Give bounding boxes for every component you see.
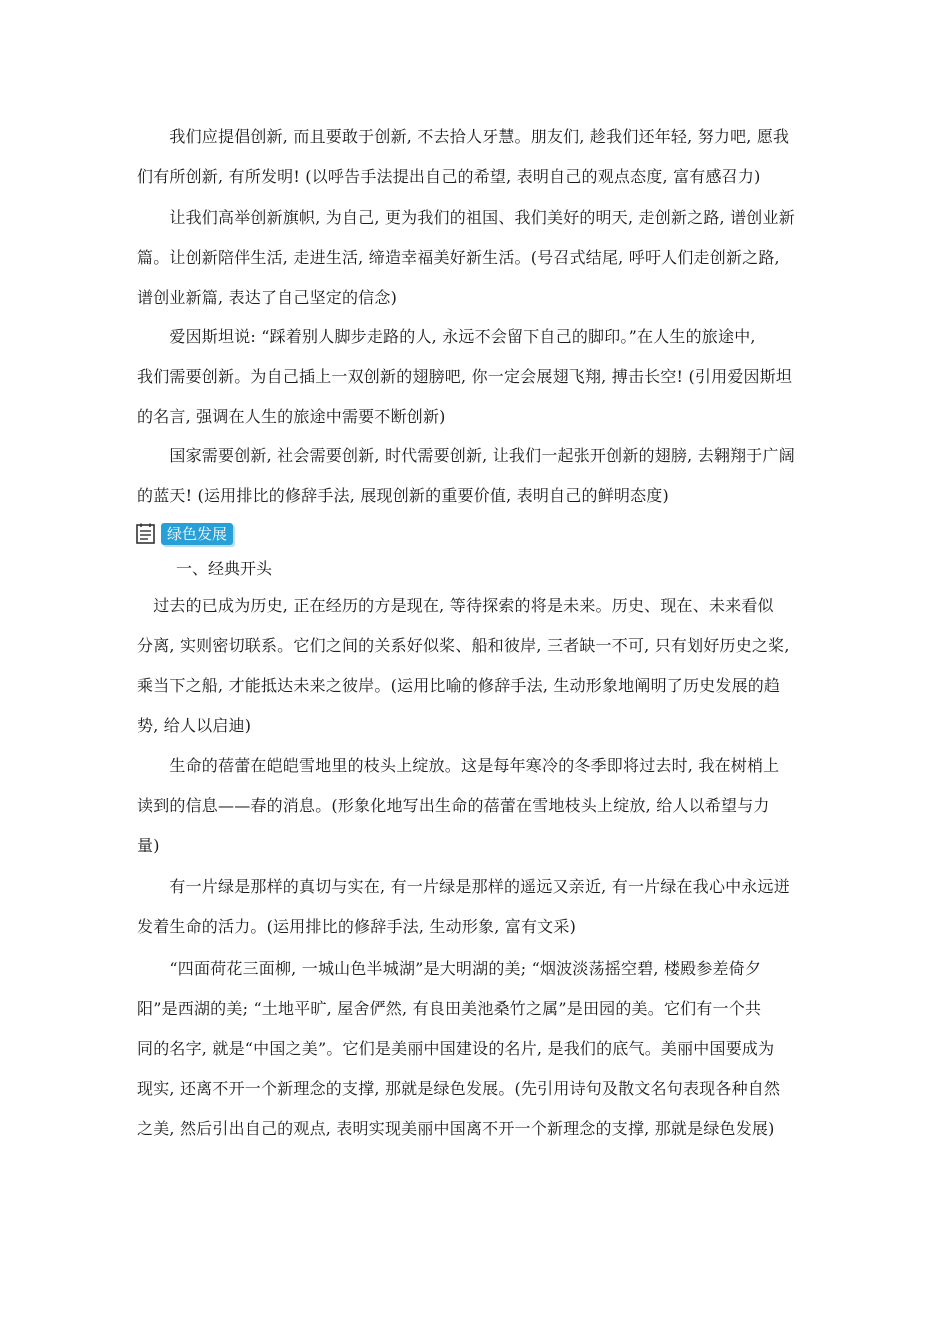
text-line: 的名言, 强调在人生的旅途中需要不断创新) — [137, 407, 446, 426]
book-icon — [134, 522, 158, 546]
paragraph-8 — [137, 949, 817, 1149]
text-line: 现实, 还离不开一个新理念的支撑, 那就是绿色发展。(先引用诗句及散文名句表现各种自然 — [137, 1079, 781, 1098]
paragraph-7 — [137, 867, 817, 947]
text-line: 分离, 实则密切联系。它们之间的关系好似桨、船和彼岸, 三者缺一不可, 只有划好历史之桨, — [137, 636, 790, 655]
text-line: 过去的已成为历史, 正在经历的方是现在, 等待探索的将是未来。历史、现在、未来看似 — [137, 596, 774, 615]
text-line: 阳”是西湖的美; “土地平旷, 屋舍俨然, 有良田美池桑竹之属”是田园的美。它们有一个共 — [137, 999, 762, 1018]
paragraph-5 — [137, 586, 817, 746]
paragraph-2 — [137, 198, 817, 318]
text-line: 篇。让创新陪伴生活, 走进生活, 缔造幸福美好新生活。(号召式结尾, 呼吁人们走创新之路, — [137, 248, 780, 267]
text-line: 势, 给人以启迪) — [137, 716, 252, 735]
text-line: 有一片绿是那样的真切与实在, 有一片绿是那样的遥远又亲近, 有一片绿在我心中永远迸 — [137, 877, 790, 896]
paragraph-1 — [137, 117, 817, 197]
text-line: 我们需要创新。为自己插上一双创新的翅膀吧, 你一定会展翅飞翔, 搏击长空! (引用爱因斯坦 — [137, 367, 793, 386]
text-line: 生命的蓓蕾在皑皑雪地里的枝头上绽放。这是每年寒冷的冬季即将过去时, 我在树梢上 — [137, 756, 780, 775]
section-header — [134, 521, 233, 547]
text-line: 同的名字, 就是“中国之美”。它们是美丽中国建设的名片, 是我们的底气。美丽中国要成为 — [137, 1039, 775, 1058]
text-line: “四面荷花三面柳, 一城山色半城湖”是大明湖的美; “烟波淡荡摇空碧, 楼殿参差倚夕 — [137, 959, 762, 978]
section-heading: 一、经典开头 — [176, 559, 273, 578]
text-line: 我们应提倡创新, 而且要敢于创新, 不去拾人牙慧。朋友们, 趁我们还年轻, 努力吧, 愿我 — [137, 127, 790, 146]
paragraph-3 — [137, 317, 817, 437]
text-line: 之美, 然后引出自己的观点, 表明实现美丽中国离不开一个新理念的支撑, 那就是绿色发展) — [137, 1119, 775, 1138]
text-line: 的蓝天! (运用排比的修辞手法, 展现创新的重要价值, 表明自己的鲜明态度) — [137, 486, 669, 505]
text-line: 谱创业新篇, 表达了自己坚定的信念) — [137, 288, 398, 307]
text-line: 们有所创新, 有所发明! (以呼告手法提出自己的希望, 表明自己的观点态度, 富有感召力) — [137, 167, 761, 186]
text-line: 读到的信息——春的消息。(形象化地写出生命的蓓蕾在雪地枝头上绽放, 给人以希望与力 — [137, 796, 770, 815]
text-line: 爱因斯坦说: “踩着别人脚步走路的人, 永远不会留下自己的脚印。”在人生的旅途中, — [137, 327, 756, 346]
paragraph-6 — [137, 746, 817, 866]
paragraph-4 — [137, 436, 817, 516]
text-line: 量) — [137, 836, 160, 855]
text-line: 国家需要创新, 社会需要创新, 时代需要创新, 让我们一起张开创新的翅膀, 去翱翔于广阔 — [137, 446, 795, 465]
section-badge: 绿色发展 — [161, 523, 233, 545]
text-line: 乘当下之船, 才能抵达未来之彼岸。(运用比喻的修辞手法, 生动形象地阐明了历史发展的趋 — [137, 676, 781, 695]
text-line: 让我们高举创新旗帜, 为自己, 更为我们的祖国、我们美好的明天, 走创新之路, 谱创业新 — [137, 208, 795, 227]
text-line: 发着生命的活力。(运用排比的修辞手法, 生动形象, 富有文采) — [137, 917, 577, 936]
